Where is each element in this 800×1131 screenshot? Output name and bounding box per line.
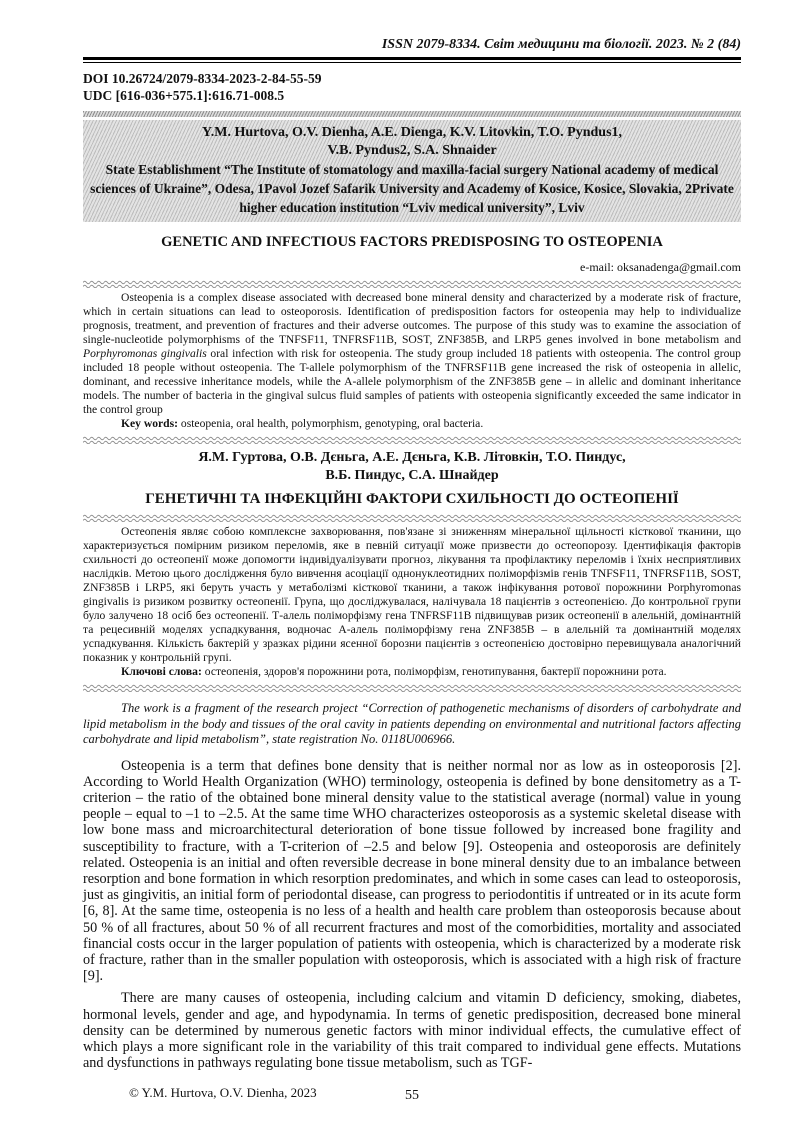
abstract-en-part1: Osteopenia is a complex disease associated with decreased bone mineral density and characterized by a moderate risk of fracture, which in certain situations can lead to osteoporosis. Identification of predisposition factors for osteopenia may help to individualize prognosis, treatment, and prevention of fractures and their adverse outcomes. The purpose of this study was to examine the association of single-nucleotide polymorphisms of the TNFSF11, TNFRSF11B, SOST, ZNF385B, and LRP5 genes involved in bone metabolism and xyxy=(83,291,741,346)
wavy-divider xyxy=(83,280,741,288)
authors-block xyxy=(83,120,741,222)
body-paragraph-1: Osteopenia is a term that defines bone density that is neither normal nor as low as in osteoporosis [2]. According to World Health Organization (WHO) terminology, osteopenia is defined by bone densitometry as a T-criterion – the ratio of the obtained bone mineral density value to the statistical average (normal) value in young people – equal to –1 to –2.5. At the same time WHO characterizes osteoporosis as a systemic skeletal disease with low bone mass and microarchitectural deterioration of bone tissue followed by increased bone fragility and susceptibility to fracture, with a T-criterion of –2.5 and below [9]. Osteopenia and osteoporosis are definitely related. Osteopenia is an initial and often reversible decrease in bone mineral density due to an imbalance between resorption and bone formation in which resorption predominates, and which in some cases can lead to osteoporosis, just as gingivitis, an initial form of periodontal disease, can progress to periodontitis if untreated or in its acute form [6, 8]. At the same time, osteopenia is no less of a health and health care problem than osteoporosis because about 50 % of all fractures, about 50 % of all recurrent fractures and most of the comorbidities, mortality and associated financial costs occur in the larger population of patients with osteopenia, which is characterized by a moderate risk of fracture, rather than in the smaller population with osteoporosis, which is associated with a high risk of fracture [9]. xyxy=(83,757,741,985)
keywords-en xyxy=(83,417,741,431)
authors-names xyxy=(89,124,735,160)
keywords-en-text: osteopenia, oral health, polymorphism, genotyping, oral bacteria. xyxy=(180,417,484,430)
article-title-ua: ГЕНЕТИЧНІ ТА ІНФЕКЦІЙНІ ФАКТОРИ СХИЛЬНОСТІ ДО ОСТЕОПЕНІЇ xyxy=(145,491,679,507)
header-rule xyxy=(83,57,741,63)
abstract-en-part2: oral infection with risk for osteopenia. The study group included 18 patients with osteopenia. The control group included 18 people without osteopenia. The T-allele polymorphism of the TNFRSF11B gene increased the risk of osteopenia in allelic, dominant, and recessive inheritance models, while the A-allele polymorphism of the ZNF385B gene – in allelic and dominant inheritance models. The number of bacteria in the gingival sulcus fluid samples of patients with osteopenia significantly exceeded the same indicator in the control group xyxy=(83,347,741,416)
page-number: 55 xyxy=(405,1088,419,1104)
keywords-ua-label: Ключові слова: xyxy=(121,665,202,678)
wavy-divider xyxy=(83,514,741,522)
authors-names-ua-line1: Я.М. Гуртова, О.В. Дєньга, А.Е. Дєньга, К.В. Літовкін, Т.О. Пиндус, xyxy=(198,450,626,465)
copyright-notice: © Y.M. Hurtova, O.V. Dienha, 2023 xyxy=(129,1085,317,1101)
abstract-en-species-italic: Porphyromonas gingivalis xyxy=(83,347,207,360)
journal-issn-header: ISSN 2079-8334. Світ медицини та біології. 2023. № 2 (84) xyxy=(381,37,741,52)
abstract-en xyxy=(83,291,741,417)
doi-line: DOI 10.26724/2079-8334-2023-2-84-55-59 xyxy=(83,71,322,86)
research-project-note: The work is a fragment of the research project “Correction of pathogenetic mechanisms of disorders of carbohydrate and lipid metabolism in the body and tissues of the oral cavity in patients depending on environmental and nutritional factors affecting carbohydrate and lipid metabolism”, state registration No. 0118U006966. xyxy=(83,701,741,746)
authors-names-ua xyxy=(83,449,741,485)
wavy-divider xyxy=(83,436,741,444)
article-title-en: GENETIC AND INFECTIOUS FACTORS PREDISPOSING TO OSTEOPENIA xyxy=(161,234,663,250)
authors-names-ua-line2: В.Б. Пиндус, С.А. Шнайдер xyxy=(325,468,499,483)
authors-names-line1: Y.M. Hurtova, O.V. Dienha, A.E. Dienga, K.V. Litovkin, T.O. Pyndus1, xyxy=(201,125,623,140)
keywords-en-label: Key words: xyxy=(121,417,178,430)
wavy-divider xyxy=(83,684,741,692)
abstract-ua: Остеопенія являє собою комплексне захворювання, пов'язане зі зниженням мінеральної щільності кісткової тканини, що характеризується помірним ризиком переломів, яке в певній ситуації може призвести до остеопорозу. Ідентифікація факторів схильності до остеопенії може допомогти індивідуалізувати прогноз, лікування та профілактику переломів і їхніх несприятливих наслідків. Метою цього дослідження було вивчення асоціації однонуклеотидних поліморфізмів генів TNFSF11, TNFRSF11B, SOST, ZNF385B і LRP5, які беруть участь у метаболізмі кісткової тканини, а також інфікування ротової порожнини Porphyromonas gingivalis із ризиком розвитку остеопенії. Група, що досліджувалася, налічувала 18 пацієнтів з остеопенією. До контрольної групи було залучено 18 осіб без остеопенії. Т-алель поліморфізму гена TNFRSF11B підвищував ризик остеопенії в алельній, домінантній та рецесивній моделях успадкування, водночас А-алель поліморфізму гена ZNF385B – в алельній та домінантній моделях успадкування. Кількість бактерій у зразках рідини ясенної борозни пацієнтів з остеопенією достовірно перевищувала аналогічний показник у контрольній групі. xyxy=(83,525,741,664)
body-paragraph-2: There are many causes of osteopenia, including calcium and vitamin D deficiency, smoking, diabetes, hormonal levels, gender and age, and hypodynamia. In terms of genetic predisposition, decreased bone mineral density can be determined by numerous genetic factors with minor individual effects, the cumulative effect of which plays a more significant role in the variability of this trait compared to individual gene effects. Mutations and dysfunctions in pathways regulating bone tissue metabolism, such as TGF- xyxy=(83,990,741,1072)
keywords-ua xyxy=(83,665,741,679)
hatched-divider xyxy=(83,111,741,117)
authors-names-line2: V.B. Pyndus2, S.A. Shnaider xyxy=(327,143,497,158)
contact-email: e-mail: oksanadenga@gmail.com xyxy=(580,260,741,274)
authors-affiliation: State Establishment “The Institute of stomatology and maxilla-facial surgery National academy of medical sciences of Ukraine”, Odesa, 1Pavol Jozef Safarik University and Academy of Kosice, Kosice, Slovakia, 2Private higher education institution “Lviv medical university”, Lviv xyxy=(90,162,734,215)
page-content xyxy=(83,36,741,1103)
keywords-ua-text: остеопенія, здоров'я порожнини рота, поліморфізм, генотипування, бактерії порожнини рота. xyxy=(204,665,667,678)
page-footer xyxy=(83,1085,741,1103)
udc-line: UDC [616-036+575.1]:616.71-008.5 xyxy=(83,87,285,103)
